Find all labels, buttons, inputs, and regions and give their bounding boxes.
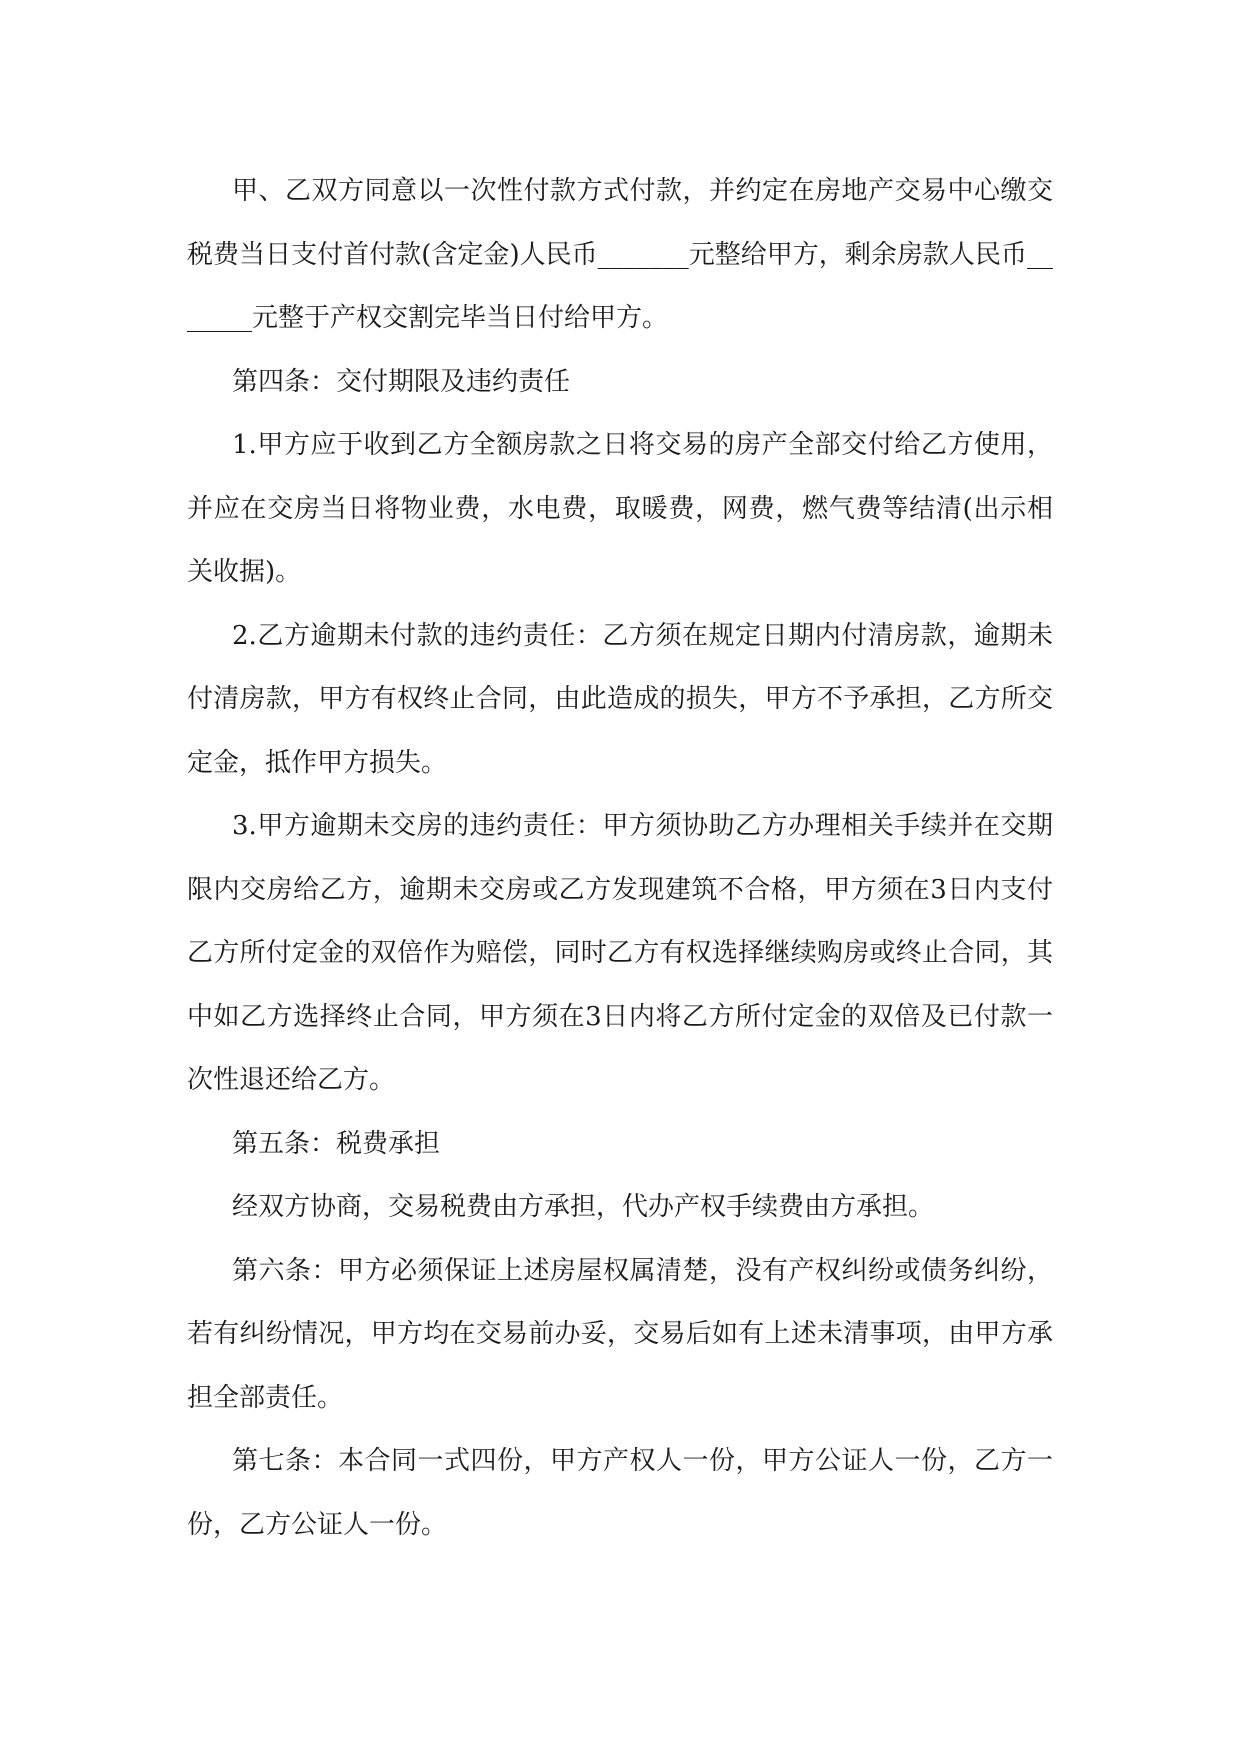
article-7-paragraph: 第七条：本合同一式四份，甲方产权人一份，甲方公证人一份，乙方一份，乙方公证人一份。 bbox=[187, 1446, 1053, 1540]
payment-terms-paragraph: 甲、乙双方同意以一次性付款方式付款，并约定在房地产交易中心缴交税费当日支付首付款(含定金)人民币_______元整给甲方，剩余房款人民币_______元整于产权交割完毕当日付给甲方。 bbox=[187, 176, 1053, 333]
document-body bbox=[187, 160, 1053, 1557]
article-4-clause-1: 1.甲方应于收到乙方全额房款之日将交易的房产全部交付给乙方使用，并应在交房当日将物业费，水电费，取暖费，网费，燃气费等结清(出示相关收据)。 bbox=[187, 430, 1053, 587]
article-5-heading: 第五条：税费承担 bbox=[232, 1128, 441, 1159]
article-4-heading: 第四条：交付期限及违约责任 bbox=[232, 366, 571, 397]
article-4-clause-2: 2.乙方逾期未付款的违约责任：乙方须在规定日期内付清房款，逾期未付清房款，甲方有权终止合同，由此造成的损失，甲方不予承担，乙方所交定金，抵作甲方损失。 bbox=[187, 620, 1053, 778]
article-4-clause-3: 3.甲方逾期未交房的违约责任：甲方须协助乙方办理相关手续并在交期限内交房给乙方，逾期未交房或乙方发现建筑不合格，甲方须在3日内支付乙方所付定金的双倍作为赔偿，同时乙方有权选择继续购房或终止合同，其中如乙方选择终止合同，甲方须在3日内将乙方所付定金的双倍及已付款一次性退还给乙方。 bbox=[187, 811, 1053, 1095]
article-5-body: 经双方协商，交易税费由方承担，代办产权手续费由方承担。 bbox=[232, 1192, 935, 1222]
article-6-paragraph: 第六条：甲方必须保证上述房屋权属清楚，没有产权纠纷或债务纠纷，若有纠纷情况，甲方均在交易前办妥，交易后如有上述未清事项，由甲方承担全部责任。 bbox=[187, 1255, 1053, 1413]
